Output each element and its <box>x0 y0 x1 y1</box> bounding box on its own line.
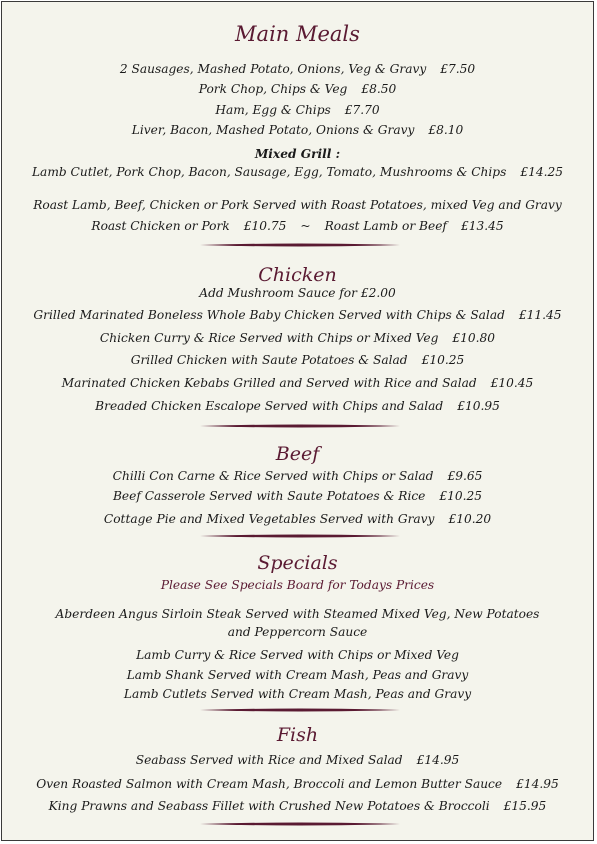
menu-item-price: £10.20 <box>448 512 492 526</box>
menu-page <box>1 1 594 841</box>
mixed-grill-label: Mixed Grill : <box>254 147 341 161</box>
menu-item: Grilled Chicken with Saute Potatoes & Salad £10.25 <box>130 353 465 367</box>
section-title-chicken: Chicken <box>258 264 337 286</box>
section-title-fish: Fish <box>276 724 319 746</box>
section-divider <box>200 243 400 247</box>
section-title-specials: Specials <box>257 552 338 574</box>
menu-item: Marinated Chicken Kebabs Grilled and Served with Rice and Salad £10.45 <box>61 376 534 390</box>
section-note-specials: Please See Specials Board for Todays Prices <box>160 578 435 592</box>
menu-item-price: £15.95 <box>503 799 547 813</box>
menu-item: Beef Casserole Served with Saute Potatoes & Rice £10.25 <box>112 489 483 503</box>
menu-item: Aberdeen Angus Sirloin Steak Served with Steamed Mixed Veg, New Potatoes <box>55 607 540 621</box>
menu-item: Lamb Shank Served with Cream Mash, Peas and Gravy <box>126 668 469 682</box>
section-divider <box>200 424 400 428</box>
menu-item: Lamb Cutlets Served with Cream Mash, Peas and Gravy <box>123 687 472 701</box>
menu-item: Grilled Marinated Boneless Whole Baby Chicken Served with Chips & Salad £11.45 <box>33 308 562 322</box>
menu-item-continued: and Peppercorn Sauce <box>227 625 368 639</box>
menu-item-price: £9.65 <box>447 469 483 483</box>
menu-item: Breaded Chicken Escalope Served with Chips and Salad £10.95 <box>95 399 500 413</box>
menu-item-price: £13.45 <box>460 219 504 233</box>
menu-item: King Prawns and Seabass Fillet with Crushed New Potatoes & Broccoli £15.95 <box>48 799 547 813</box>
roast-prices: Roast Chicken or Pork £10.75 ~ Roast Lamb or Beef £13.45 <box>91 219 504 233</box>
menu-item: Lamb Curry & Rice Served with Chips or Mixed Veg <box>136 648 459 662</box>
menu-item: Seabass Served with Rice and Mixed Salad £14.95 <box>135 753 460 767</box>
section-divider <box>200 822 400 826</box>
menu-item-price: £11.45 <box>518 308 562 322</box>
menu-item-price: £14.95 <box>416 753 460 767</box>
menu-item: Chicken Curry & Rice Served with Chips or Mixed Veg £10.80 <box>99 331 496 345</box>
menu-item-price: £8.10 <box>428 123 464 137</box>
menu-item-price: £10.25 <box>421 353 465 367</box>
menu-item-price: £10.45 <box>490 376 534 390</box>
menu-item-price: £14.95 <box>516 777 559 791</box>
menu-item-price: £7.70 <box>344 103 380 117</box>
menu-item-price: £10.80 <box>452 331 496 345</box>
menu-item-price: £10.25 <box>439 489 483 503</box>
menu-item-price: £8.50 <box>361 82 397 96</box>
section-divider <box>200 708 400 712</box>
roast-separator: ~ <box>300 219 311 233</box>
section-divider <box>200 534 400 538</box>
menu-item: Pork Chop, Chips & Veg £8.50 <box>198 82 397 96</box>
menu-item: Oven Roasted Salmon with Cream Mash, Broccoli and Lemon Butter Sauce £14.95 <box>36 777 559 791</box>
menu-item: Ham, Egg & Chips £7.70 <box>215 103 380 117</box>
section-note-chicken: Add Mushroom Sauce for £2.00 <box>199 286 396 300</box>
section-title-main-meals: Main Meals <box>235 22 360 46</box>
menu-item-price: £10.95 <box>457 399 500 413</box>
menu-item-mixed-grill: Lamb Cutlet, Pork Chop, Bacon, Sausage, Egg, Tomato, Mushrooms & Chips £14.25 <box>31 165 564 179</box>
menu-item: Cottage Pie and Mixed Vegetables Served with Gravy £10.20 <box>103 512 492 526</box>
menu-item-price: £10.75 <box>243 219 287 233</box>
roast-description: Roast Lamb, Beef, Chicken or Pork Served with Roast Potatoes, mixed Veg and Gravy <box>33 198 562 212</box>
section-title-beef: Beef <box>275 443 320 465</box>
menu-item: 2 Sausages, Mashed Potato, Onions, Veg & Gravy £7.50 <box>119 62 476 76</box>
menu-item-price: £7.50 <box>440 62 476 76</box>
menu-item: Chilli Con Carne & Rice Served with Chips or Salad £9.65 <box>112 469 483 483</box>
menu-item-price: £14.25 <box>520 165 564 179</box>
menu-item: Liver, Bacon, Mashed Potato, Onions & Gravy £8.10 <box>131 123 464 137</box>
